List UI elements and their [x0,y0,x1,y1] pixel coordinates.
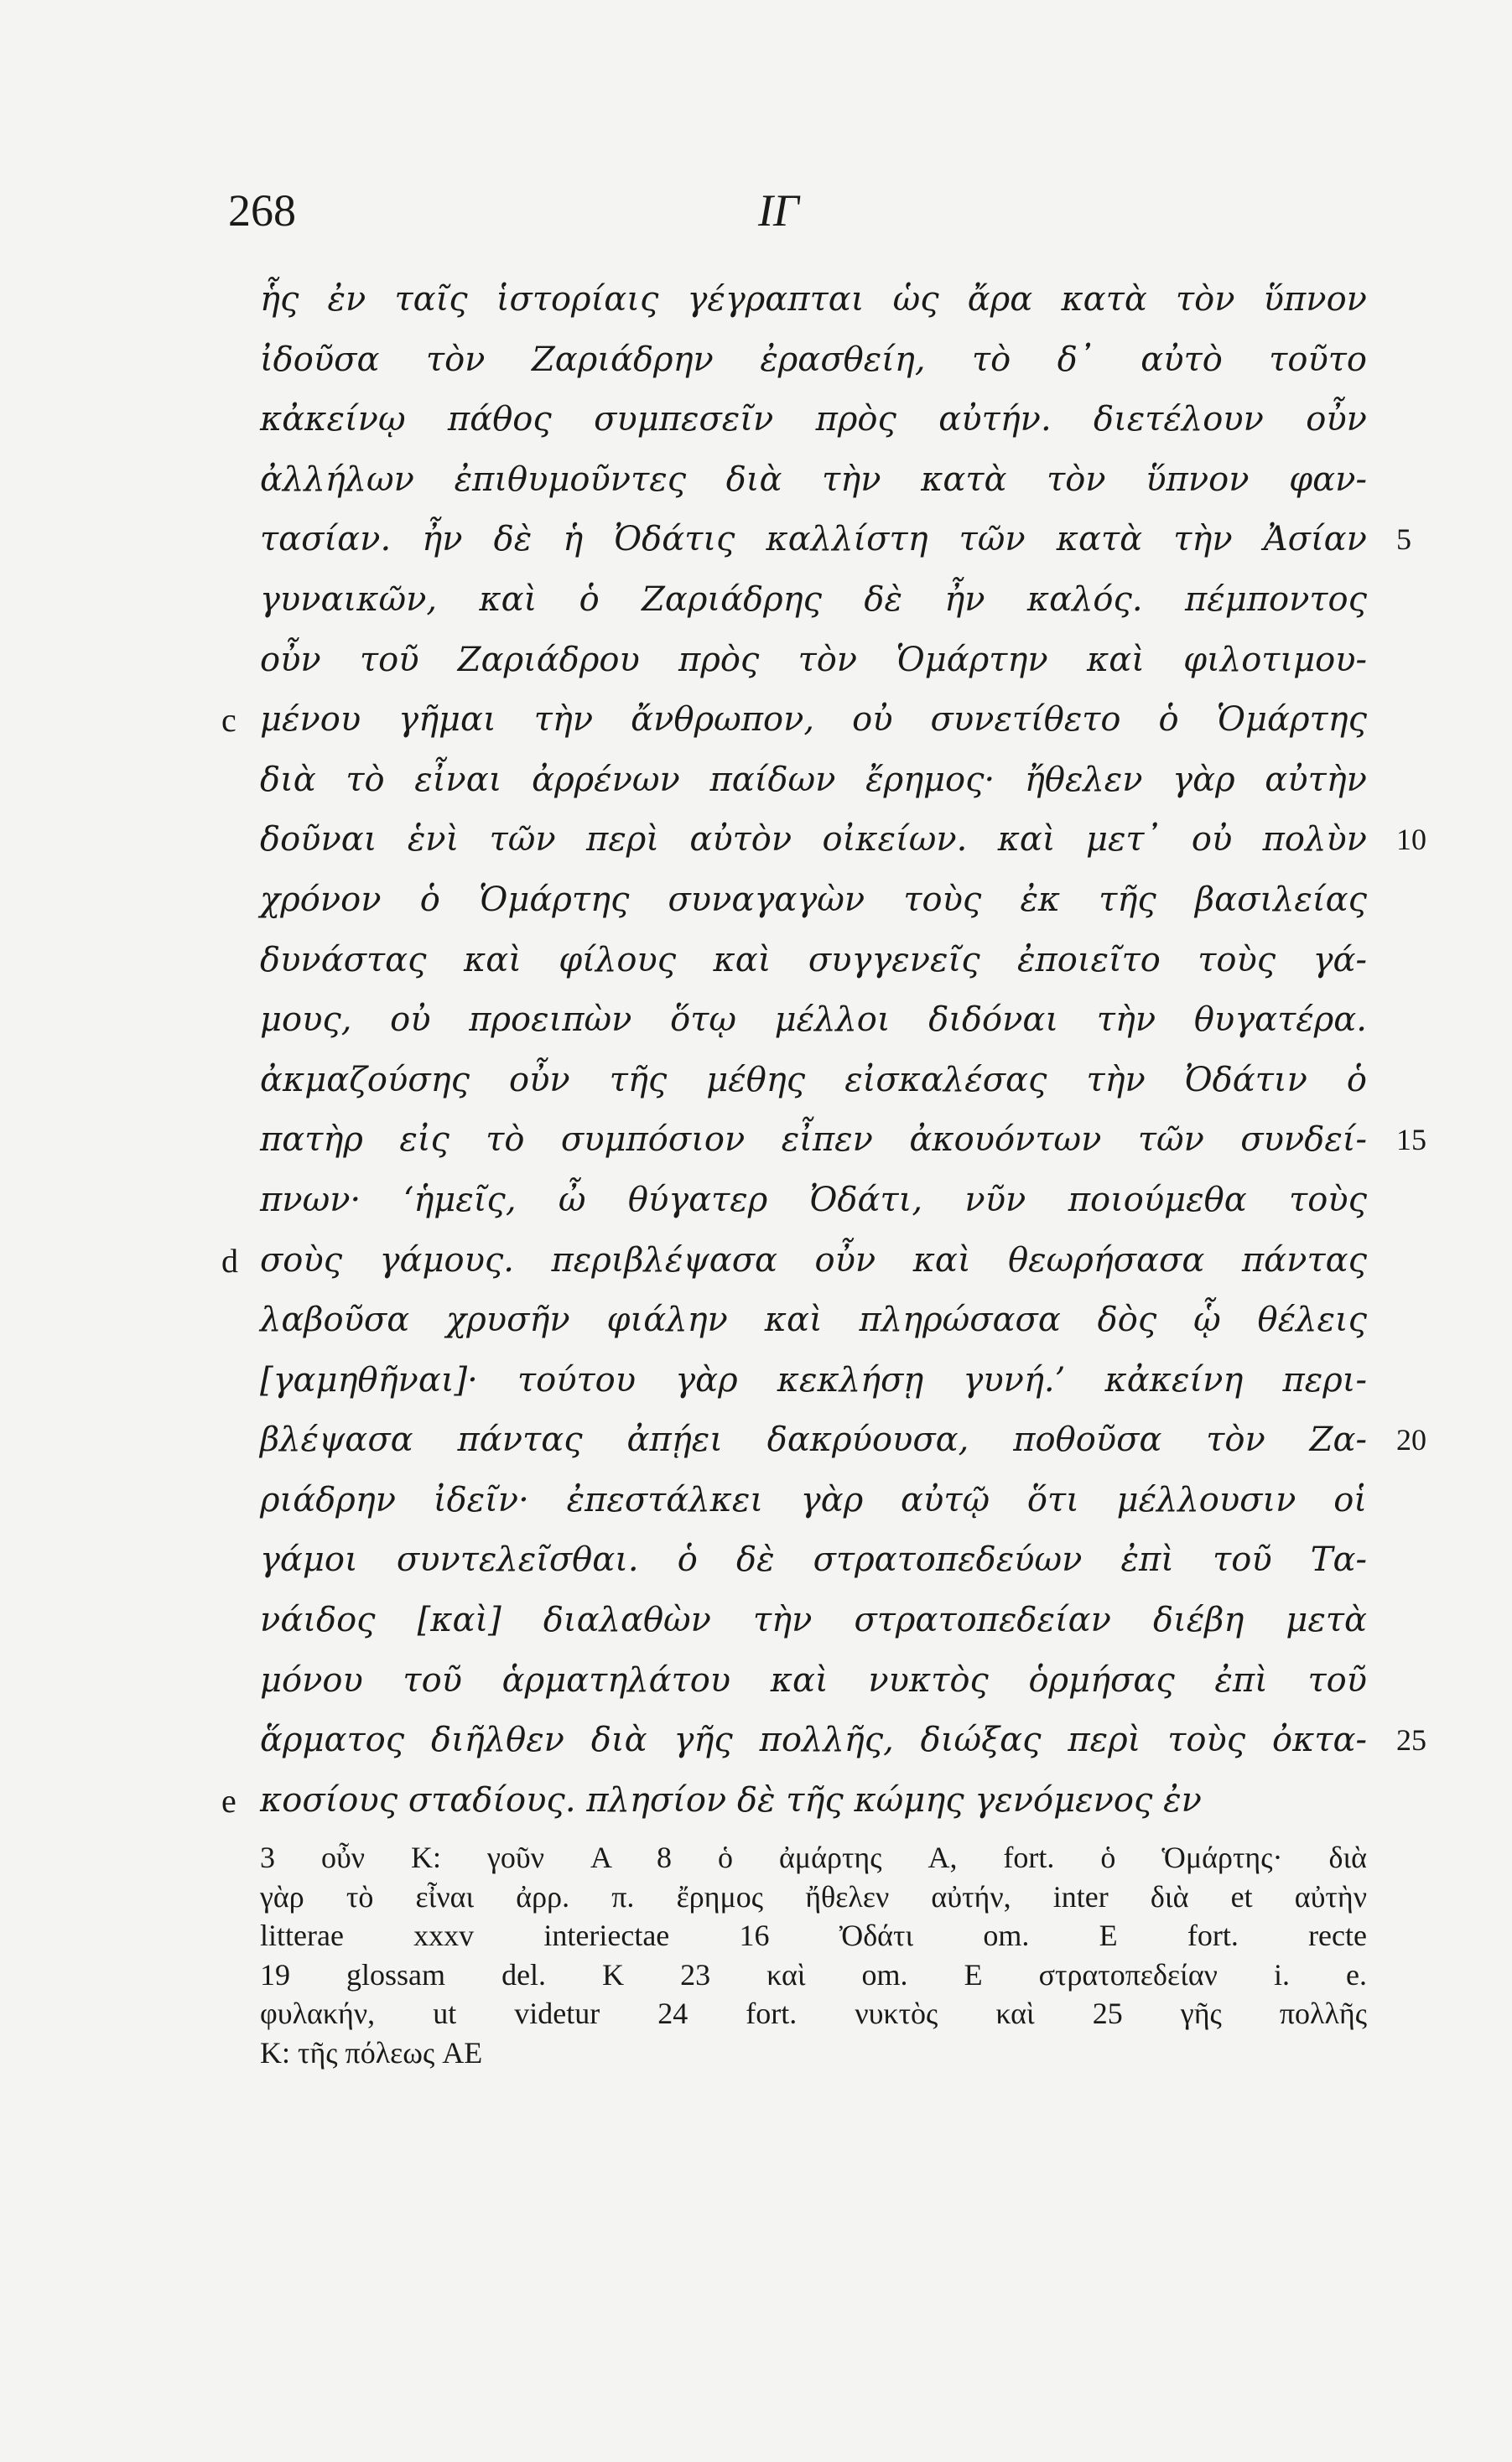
text-line [260,1591,1367,1651]
text-line [260,1171,1367,1231]
text-line [260,870,1367,931]
line-text: λαβοῦσα χρυσῆν φιάλην καὶ πληρώσασα δὸς ᾧ θέλεις [260,1301,1367,1340]
line-number: 25 [1396,1723,1426,1758]
line-text: τασίαν. ἦν δὲ ἡ Ὀδάτις καλλίστη τῶν κατὰ τὴν Ἀσίαν [260,520,1367,559]
text-line [260,1051,1367,1111]
main-text [221,270,1426,1831]
line-text: ἀκμαζούσης οὖν τῆς μέθης εἰσκαλέσας τὴν Ὀδάτιν ὁ [260,1060,1367,1099]
text-line [260,931,1367,991]
text-line [260,390,1367,450]
text-line [260,1651,1367,1711]
text-line [221,690,1367,751]
line-text: ἅρματος διῆλθεν διὰ γῆς πολλῆς, διώξας περὶ τοὺς ὀκτα- [260,1721,1367,1760]
text-line [260,510,1411,570]
line-text: ἰδοῦσα τὸν Ζαριάδρην ἐρασθείη, τὸ δ᾽ αὐτὸ τοῦτο [260,340,1367,379]
apparatus-line: litterae xxxv interiectae 16 Ὀδάτι om. E fort. recte [260,1919,1367,1953]
text-line [260,1530,1367,1591]
line-text: γάμοι συντελεῖσθαι. ὁ δὲ στρατοπεδεύων ἐπὶ τοῦ Τα- [260,1540,1367,1580]
line-number: 15 [1396,1123,1426,1157]
text-line [260,1711,1426,1771]
line-number: 20 [1396,1423,1426,1457]
line-text: μένου γῆμαι τὴν ἄνθρωπον, οὐ συνετίθετο ὁ Ὁμάρτης [260,700,1367,740]
stephanus-marker: e [221,1781,236,1820]
text-line [221,1771,1367,1831]
line-text: δυνάστας καὶ φίλους καὶ συγγενεῖς ἐποιεῖτο τοὺς γά- [260,940,1367,979]
stephanus-marker: c [221,701,236,740]
line-text: οὖν τοῦ Ζαριάδρου πρὸς τὸν Ὁμάρτην καὶ φιλοτιμου- [260,640,1367,679]
text-line [260,570,1367,631]
line-text: ἀλλήλων ἐπιθυμοῦντες διὰ τὴν κατὰ τὸν ὕπνον φαν- [260,460,1367,499]
line-text: κἀκείνῳ πάθος συμπεσεῖν πρὸς αὐτήν. διετέλουν οὖν [260,400,1367,439]
text-line [260,1110,1426,1171]
line-text: πνων· ‘ἡμεῖς, ὦ θύγατερ Ὀδάτι, νῦν ποιούμεθα τοὺς [260,1180,1367,1219]
text-line [221,1231,1367,1291]
line-number: 5 [1396,522,1411,557]
apparatus-line: 19 glossam del. K 23 καὶ om. E στρατοπεδείαν i. e. [260,1957,1367,1992]
line-text: σοὺς γάμους. περιβλέψασα οὖν καὶ θεωρήσασα πάντας [260,1240,1367,1280]
line-text: μους, οὐ προειπὼν ὅτῳ μέλλοι διδόναι τὴν θυγατέρα. [260,1000,1367,1040]
line-text: βλέψασα πάντας ἀπῄει δακρύουσα, ποθοῦσα τὸν Ζα- [260,1421,1367,1460]
line-text: δοῦναι ἑνὶ τῶν περὶ αὐτὸν οἰκείων. καὶ μετ᾽ οὐ πολὺν [260,820,1367,860]
critical-apparatus [260,1838,1367,2073]
line-text: γυναικῶν, καὶ ὁ Ζαριάδρης δὲ ἦν καλός. πέμποντος [260,579,1367,619]
text-line [260,270,1367,330]
apparatus-line: γὰρ τὸ εἶναι ἀρρ. π. ἔρημος ἤθελεν αὐτήν, inter διὰ et αὐτὴν [260,1879,1367,1914]
line-text: πατὴρ εἰς τὸ συμπόσιον εἶπεν ἀκουόντων τῶν συνδεί- [260,1120,1367,1160]
line-text: χρόνον ὁ Ὁμάρτης συναγαγὼν τοὺς ἐκ τῆς βασιλείας [260,880,1367,919]
line-text: μόνου τοῦ ἁρματηλάτου καὶ νυκτὸς ὁρμήσας ἐπὶ τοῦ [260,1660,1367,1700]
text-line [260,1351,1367,1411]
page-number: 268 [228,185,296,236]
text-line [260,990,1367,1051]
book-number: ΙΓ [758,185,799,236]
line-text: ἧς ἐν ταῖς ἱστορίαις γέγραπται ὡς ἄρα κατὰ τὸν ὕπνον [260,280,1367,319]
text-line [260,631,1367,691]
line-text: νάιδος [καὶ] διαλαθὼν τὴν στρατοπεδείαν διέβη μετὰ [260,1601,1367,1640]
text-line [260,330,1367,391]
apparatus-line: φυλακήν, ut videtur 24 fort. νυκτὸς καὶ 25 γῆς πολλῆς [260,1997,1367,2031]
text-line [260,450,1367,511]
line-text: [γαμηθῆναι]· τούτου γὰρ κεκλήσῃ γυνή.’ κἀκείνη περι- [260,1360,1367,1400]
text-line [260,1291,1367,1351]
text-line [260,1471,1367,1531]
text-line [260,810,1426,870]
text-line [260,751,1367,811]
line-text: κοσίους σταδίους. πλησίον δὲ τῆς κώμης γενόμενος ἐν [260,1780,1202,1820]
apparatus-line: 3 οὖν K: γοῦν A 8 ὁ ἀμάρτης A, fort. ὁ Ὁμάρτης· διὰ [260,1841,1367,1874]
line-number: 10 [1396,823,1426,857]
apparatus-line: K: τῆς πόλεως AE [260,2035,483,2070]
page-header [228,184,1385,252]
line-text: διὰ τὸ εἶναι ἀρρένων παίδων ἔρημος· ἤθελεν γὰρ αὐτὴν [260,760,1367,799]
line-text: ριάδρην ἰδεῖν· ἐπεστάλκει γὰρ αὐτῷ ὅτι μέλλουσιν οἱ [260,1480,1367,1519]
stephanus-marker: d [221,1241,238,1280]
text-line [260,1410,1426,1471]
